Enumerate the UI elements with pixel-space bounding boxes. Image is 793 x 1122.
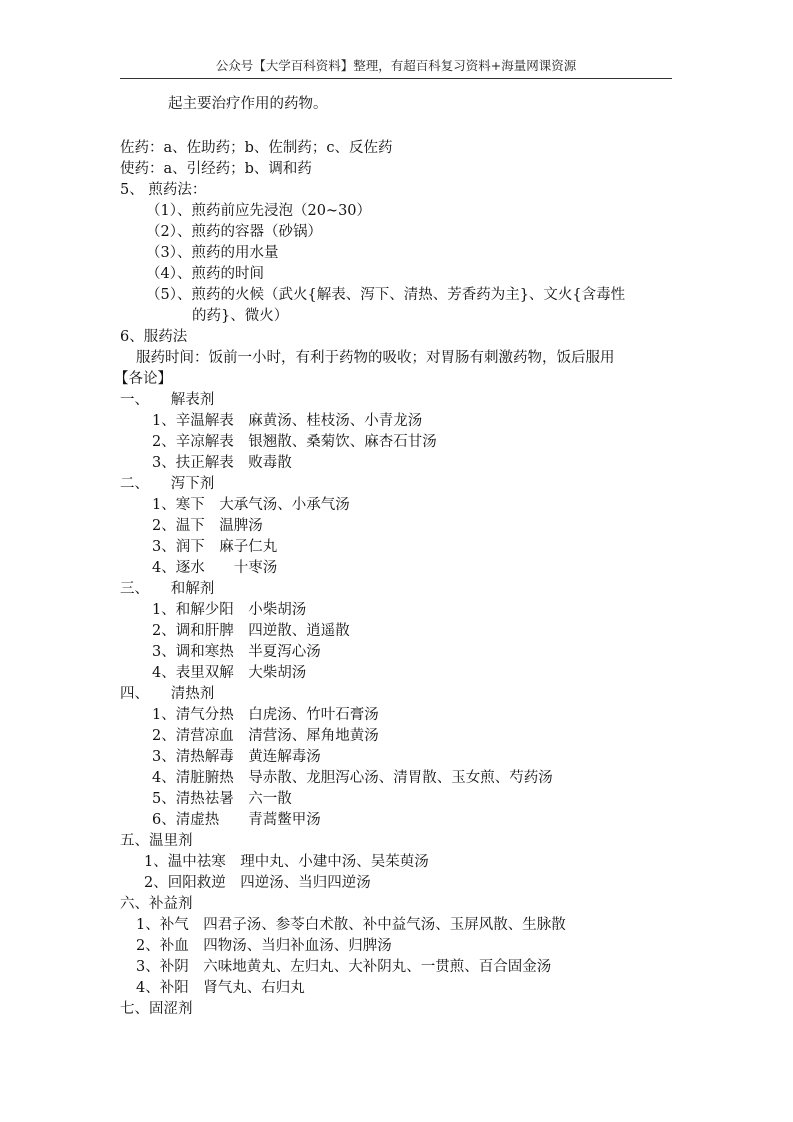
text-line: （1）、煎药前应先浸泡（20~30） xyxy=(146,203,372,219)
text-line: 4、逐水 十枣汤 xyxy=(152,560,278,576)
section-heading: 二、 泻下剂 xyxy=(120,476,215,492)
text-line: 3、清热解毒 黄连解毒汤 xyxy=(152,749,321,765)
text-line: 4、清脏腑热 导赤散、龙胆泻心汤、清胃散、玉女煎、芍药汤 xyxy=(152,770,553,786)
text-line: 3、调和寒热 半夏泻心汤 xyxy=(152,644,321,660)
text-line: （5）、煎药的火候（武火{解表、泻下、清热、芳香药为主}、文火{含毒性 xyxy=(146,287,626,303)
page-header: 公众号【大学百科资料】整理，有超百科复习资料+海量网课资源 xyxy=(120,56,672,79)
text-line: 4、补阳 肾气丸、右归丸 xyxy=(136,980,305,996)
section-heading: 【各论】 xyxy=(114,371,172,387)
text-line: 6、服药法 xyxy=(120,329,188,345)
section-heading: 六、补益剂 xyxy=(120,896,193,912)
text-line: 2、回阳救逆 四逆汤、当归四逆汤 xyxy=(144,875,371,891)
text-line: 6、清虚热 青蒿鳖甲汤 xyxy=(152,812,321,828)
text-line: 1、补气 四君子汤、参苓白术散、补中益气汤、玉屏风散、生脉散 xyxy=(136,917,566,933)
text-line: 1、寒下 大承气汤、小承气汤 xyxy=(152,497,350,513)
text-line: 3、扶正解表 败毒散 xyxy=(152,455,292,471)
section-heading: 七、固涩剂 xyxy=(120,1001,193,1017)
text-line: 1、清气分热 白虎汤、竹叶石膏汤 xyxy=(152,707,379,723)
text-line: 5、清热祛暑 六一散 xyxy=(152,791,292,807)
text-line: 2、温下 温脾汤 xyxy=(152,518,263,534)
text-line: 2、清营凉血 清营汤、犀角地黄汤 xyxy=(152,728,379,744)
text-line: 的药}、微火） xyxy=(192,308,289,324)
text-line: 2、辛凉解表 银翘散、桑菊饮、麻杏石甘汤 xyxy=(152,434,437,450)
text-line: 5、 煎药法： xyxy=(120,182,207,198)
text-line: 服药时间：饭前一小时，有利于药物的吸收；对胃肠有刺激药物，饭后服用 xyxy=(136,350,615,366)
section-heading: 一、 解表剂 xyxy=(120,392,215,408)
text-line: 2、调和肝脾 四逆散、逍遥散 xyxy=(152,623,350,639)
text-line: 1、温中祛寒 理中丸、小建中汤、吴茱萸汤 xyxy=(144,854,429,870)
text-line: （3）、煎药的用水量 xyxy=(146,245,279,261)
text-line: 2、补血 四物汤、当归补血汤、归脾汤 xyxy=(136,938,392,954)
text-line: 1、和解少阳 小柴胡汤 xyxy=(152,602,307,618)
section-heading: 三、 和解剂 xyxy=(120,581,215,597)
text-line: 3、补阴 六味地黄丸、左归丸、大补阴丸、一贯煎、百合固金汤 xyxy=(136,959,552,975)
text-line: （2）、煎药的容器（砂锅） xyxy=(146,224,322,240)
text-line: 3、润下 麻子仁丸 xyxy=(152,539,278,555)
text-line: 起主要治疗作用的药物。 xyxy=(168,96,328,112)
text-line: 使药：a、引经药；b、调和药 xyxy=(120,161,312,177)
text-line: 佐药：a、佐助药；b、佐制药；c、反佐药 xyxy=(120,140,393,156)
section-heading: 五、温里剂 xyxy=(120,833,193,849)
section-heading: 四、 清热剂 xyxy=(120,686,215,702)
text-line: 4、表里双解 大柴胡汤 xyxy=(152,665,307,681)
text-line: 1、辛温解表 麻黄汤、桂枝汤、小青龙汤 xyxy=(152,413,423,429)
text-line: （4）、煎药的时间 xyxy=(146,266,264,282)
